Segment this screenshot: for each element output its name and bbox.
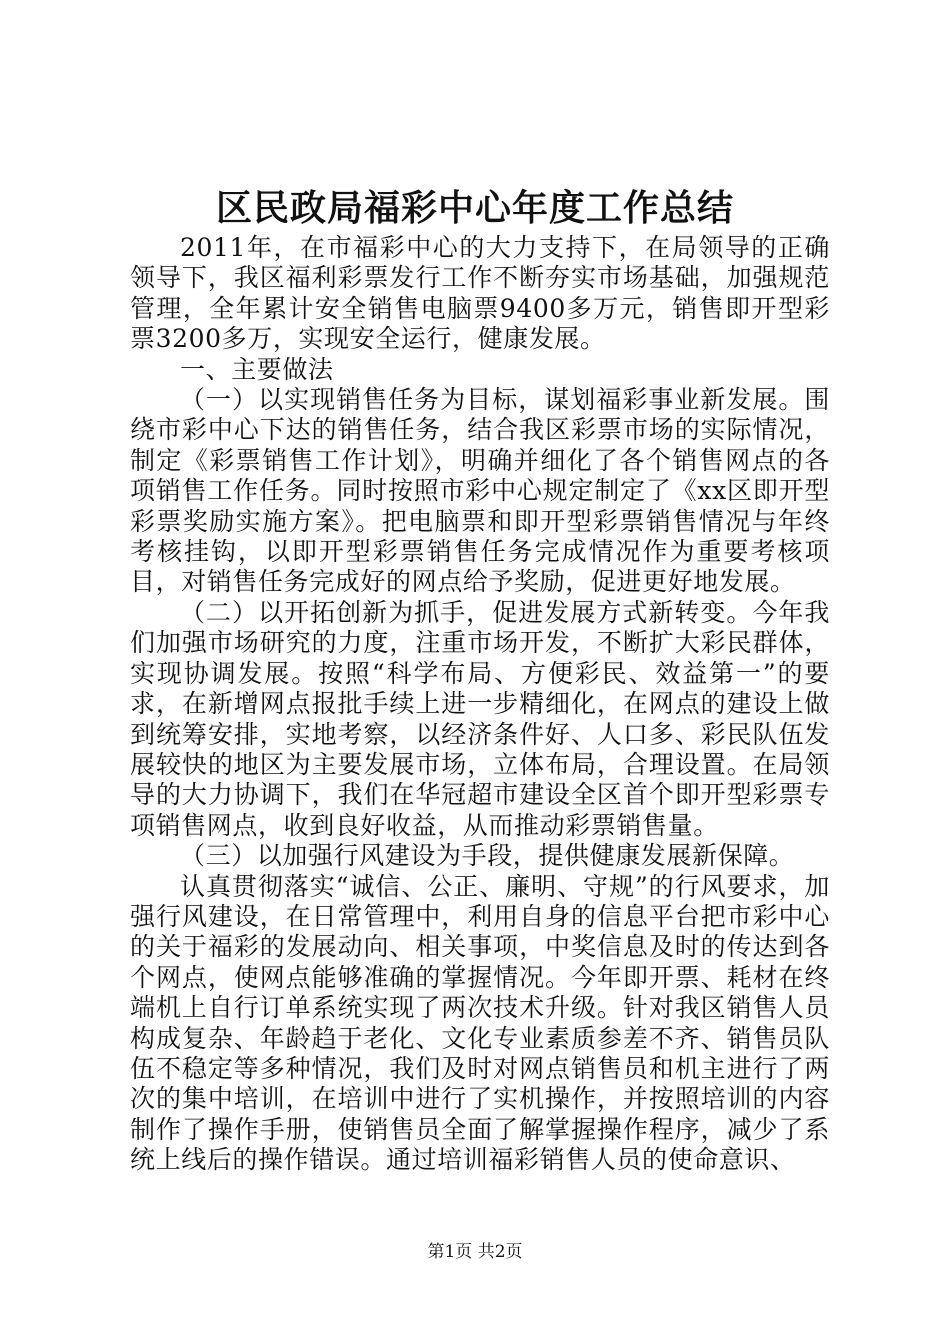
subsection-paragraph-2: （二）以开拓创新为抓手，促进发展方式新转变。今年我们加强市场研究的力度，注重市场开发，不断扩大彩民群体，实现协调发展。按照“科学布局、方便彩民、效益第一”的要求，在新增网点报批手续上进一步精细化，在网点的建设上做到统筹安排，实地考察，以经济条件好、人口多、彩民队伍发展较快的地区为主要发展市场，立体布局，合理设置。在局领导的大力协调下，我们在华冠超市建设全区首个即开型彩票专项销售网点，收到良好收益，从而推动彩票销售量。: [130, 597, 830, 840]
document-body: [130, 233, 830, 1176]
document-title: 区民政局福彩中心年度工作总结: [215, 187, 734, 229]
subsection-heading-3: （三）以加强行风建设为手段，提供健康发展新保障。: [180, 841, 795, 871]
page-footer: 第1页 共2页: [427, 1242, 523, 1262]
intro-paragraph: 2011年，在市福彩中心的大力支持下，在局领导的正确领导下，我区福利彩票发行工作不断夯实市场基础，加强规范管理，全年累计安全销售电脑票9400多万元，销售即开型彩票3200多万，实现安全运行，健康发展。: [130, 233, 830, 354]
section-heading: 一、主要做法: [180, 354, 334, 384]
body-paragraph: 认真贯彻落实“诚信、公正、廉明、守规”的行风要求，加强行风建设，在日常管理中，利用自身的信息平台把市彩中心的关于福彩的发展动向、相关事项，中奖信息及时的传达到各个网点，使网点能够准确的掌握情况。今年即开票、耗材在终端机上自行订单系统实现了两次技术升级。针对我区销售人员构成复杂、年龄趋于老化、文化专业素质参差不齐、销售员队伍不稳定等多种情况，我们及时对网点销售员和机主进行了两次的集中培训，在培训中进行了实机操作，并按照培训的内容制作了操作手册，使销售员全面了解掌握操作程序，减少了系统上线后的操作错误。通过培训福彩销售人员的使命意识、: [130, 871, 830, 1175]
subsection-paragraph-1: （一）以实现销售任务为目标，谋划福彩事业新发展。围绕市彩中心下达的销售任务，结合我区彩票市场的实际情况，制定《彩票销售工作计划》，明确并细化了各个销售网点的各项销售工作任务。同时按照市彩中心规定制定了《xx区即开型彩票奖励实施方案》。把电脑票和即开型彩票销售情况与年终考核挂钩，以即开型彩票销售任务完成情况作为重要考核项目，对销售任务完成好的网点给予奖励，促进更好地发展。: [130, 385, 830, 597]
